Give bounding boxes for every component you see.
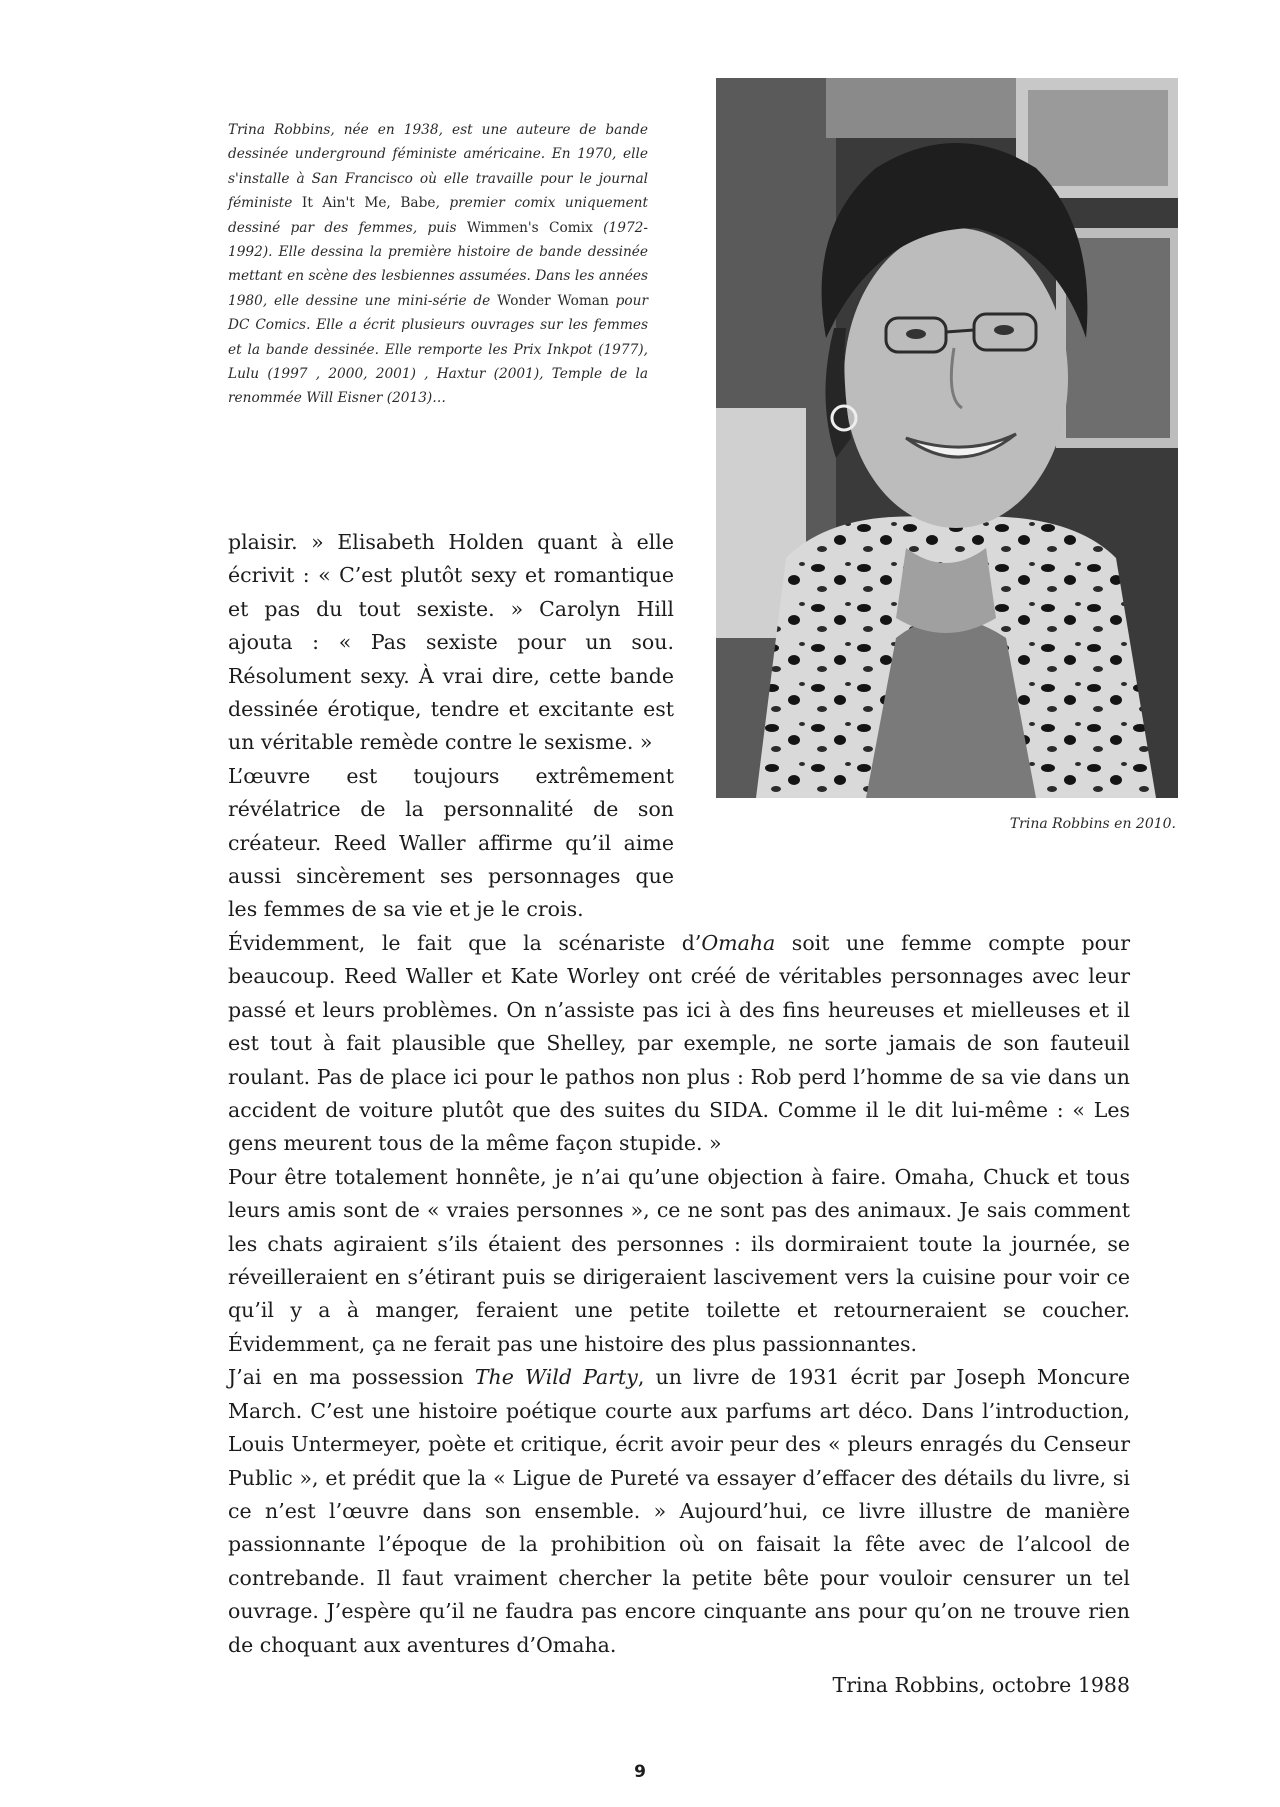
title-omaha: Omaha bbox=[701, 931, 776, 955]
bio-title-wonder-woman: Wonder Woman bbox=[497, 292, 609, 309]
bio-text: (1972-1992). Elle dessina la première histoire de bande dessinée mettant en scène des lesbiennes assumées. Dans les années 1980, elle dessine une mini-série de bbox=[228, 219, 648, 309]
author-bio bbox=[228, 118, 648, 411]
article-paragraph: L’œuvre est toujours extrêmement révélatrice de la personnalité de son créateur. Reed Waller affirme qu’il aime aussi sincèrement ses personnages que les femmes de sa vie et je le crois. bbox=[228, 763, 674, 922]
bio-title-comix: Wimmen's Comix bbox=[466, 219, 593, 236]
author-photo bbox=[716, 78, 1178, 798]
bio-text: Trina Robbins, née en 1938, est une auteure de bande dessinée underground féministe américaine. En 1970, elle s'installe à San Francisco où elle travaille pour le journal féministe bbox=[228, 122, 648, 212]
portrait-illustration bbox=[716, 78, 1178, 798]
article-column-narrow bbox=[228, 526, 674, 927]
bio-title-journal: It Ain't Me, Babe bbox=[301, 195, 436, 212]
article-paragraph: Pour être totalement honnête, je n’ai qu’une objection à faire. Omaha, Chuck et tous leurs amis sont de « vraies personnes », ce ne sont pas des animaux. Je sais comment les chats agiraient s’ils étaient des personnes : ils dormiraient toute la journée, se réveilleraient en s’étirant puis se dirigeraient lascivement vers la cuisine pour voir ce qu’il y a à manger, feraient une petite toilette et retourneraient se coucher. Évidemment, ça ne ferait pas une histoire des plus passionnantes. bbox=[228, 1164, 1130, 1356]
photo-caption: Trina Robbins en 2010. bbox=[1009, 816, 1176, 832]
article-paragraph bbox=[228, 927, 1130, 1161]
paragraph-text: , un livre de 1931 écrit par Joseph Moncure March. C’est une histoire poétique courte aux parfums art déco. Dans l’introduction, Louis Untermeyer, poète et critique, écrit avoir peur des « pleurs enragés du Censeur Public », et prédit que la « Ligue de Pureté va essayer d’effacer des détails du livre, si ce n’est l’œuvre dans son ensemble. » Aujourd’hui, ce livre illustre de manière passionnante l’époque de la prohibition où on faisait la fête avec de l’alcool de contrebande. Il faut vraiment chercher la petite bête pour vouloir censurer un tel ouvrage. J’espère qu’il ne faudra pas encore cinquante ans pour qu’on ne trouve rien de choquant aux aventures d’Omaha. bbox=[228, 1365, 1131, 1657]
title-wild-party: The Wild Party bbox=[474, 1365, 638, 1390]
article-signature: Trina Robbins, octobre 1988 bbox=[832, 1673, 1130, 1697]
article-paragraph bbox=[228, 1361, 1130, 1662]
paragraph-text: soit une femme compte pour beaucoup. Reed Waller et Kate Worley ont créé de véritables personnages avec leur passé et leurs problèmes. On n’assiste pas ici à des fins heureuses et mielleuses et il est tout à fait plausible que Shelley, par exemple, ne sorte jamais de son fauteuil roulant. Pas de place ici pour le pathos non plus : Rob perd l’homme de sa vie dans un accident de voiture plutôt que des suites du SIDA. Comme il le dit lui-même : « Les gens meurent tous de la même façon stupide. » bbox=[228, 931, 1130, 1156]
article-column-wide bbox=[228, 927, 1130, 1662]
page-number: 9 bbox=[634, 1762, 646, 1782]
article-paragraph: plaisir. » Elisabeth Holden quant à elle écrivit : « C’est plutôt sexy et romantique et pas du tout sexiste. » Carolyn Hill ajouta : « Pas sexiste pour un sou. Résolument sexy. À vrai dire, cette bande dessinée érotique, tendre et excitante est un véritable remède contre le sexisme. » bbox=[228, 530, 674, 755]
bio-text: , premier comix uniquement dessiné par des femmes, puis bbox=[228, 195, 648, 236]
bio-text: pour DC Comics. Elle a écrit plusieurs ouvrages sur les femmes et la bande dessinée. Elle remporte les Prix Inkpot (1977), Lulu (1997 , 2000, 2001) , Haxtur (2001), Temple de la renommée Will Eisner (2013)… bbox=[228, 292, 648, 407]
paragraph-text: Évidemment, le fait que la scénariste d’ bbox=[228, 931, 702, 955]
paragraph-text: J’ai en ma possession bbox=[228, 1365, 475, 1390]
